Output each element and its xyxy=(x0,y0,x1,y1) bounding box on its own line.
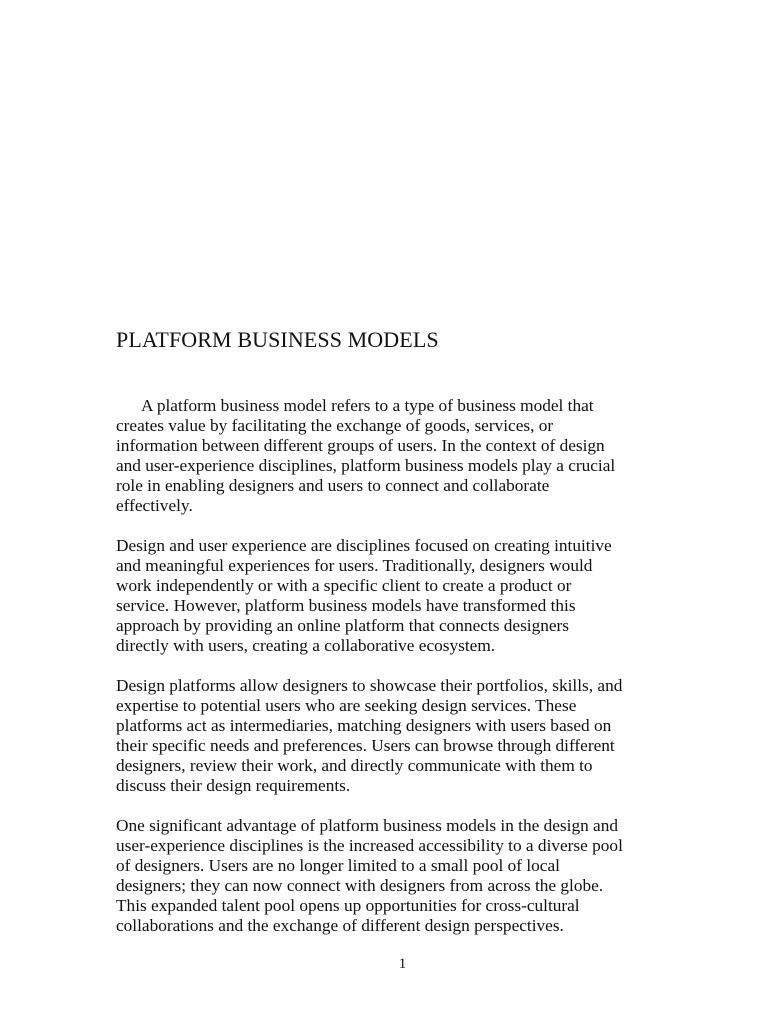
paragraph-line: role in enabling designers and users to connect and collaborate xyxy=(116,476,550,495)
paragraph-line: discuss their design requirements. xyxy=(116,776,351,795)
paragraph-line: designers; they can now connect with designers from across the globe. xyxy=(116,876,604,895)
paragraph-line: of designers. Users are no longer limited to a small pool of local xyxy=(116,856,560,875)
paragraph-line: and user-experience disciplines, platform business models play a crucial xyxy=(116,456,616,475)
paragraph-line: work independently or with a specific client to create a product or xyxy=(116,576,572,595)
paragraph-4 xyxy=(116,816,696,936)
paragraph-line: collaborations and the exchange of different design perspectives. xyxy=(116,916,564,935)
paragraph-1 xyxy=(116,396,696,516)
paragraph-line: expertise to potential users who are seeking design services. These xyxy=(116,696,577,715)
paragraph-line: platforms act as intermediaries, matching designers with users based on xyxy=(116,716,612,735)
paragraph-line: Design platforms allow designers to showcase their portfolios, skills, and xyxy=(116,676,623,695)
paragraph-line: service. However, platform business models have transformed this xyxy=(116,596,576,615)
paragraph-line: directly with users, creating a collaborative ecosystem. xyxy=(116,636,496,655)
paragraph-2 xyxy=(116,536,696,656)
paragraph-line: designers, review their work, and directly communicate with them to xyxy=(116,756,593,775)
paragraph-line: Design and user experience are disciplines focused on creating intuitive xyxy=(116,536,612,555)
paragraph-line: and meaningful experiences for users. Traditionally, designers would xyxy=(116,556,593,575)
paragraph-line: One significant advantage of platform business models in the design and xyxy=(116,816,619,835)
page-title: PLATFORM BUSINESS MODELS xyxy=(116,327,439,352)
paragraph-line: user-experience disciplines is the increased accessibility to a diverse pool xyxy=(116,836,623,855)
paragraph-line: A platform business model refers to a type of business model that xyxy=(141,396,594,415)
paragraph-line: their specific needs and preferences. Users can browse through different xyxy=(116,736,615,755)
paragraph-3 xyxy=(116,676,696,796)
paragraph-line: This expanded talent pool opens up opportunities for cross-cultural xyxy=(116,896,580,915)
paragraph-line: creates value by facilitating the exchange of goods, services, or xyxy=(116,416,554,435)
page-number: 1 xyxy=(398,956,407,972)
body-text xyxy=(116,396,696,956)
paragraph-line: effectively. xyxy=(116,496,193,515)
paragraph-line: approach by providing an online platform that connects designers xyxy=(116,616,570,635)
paragraph-line: information between different groups of users. In the context of design xyxy=(116,436,605,455)
